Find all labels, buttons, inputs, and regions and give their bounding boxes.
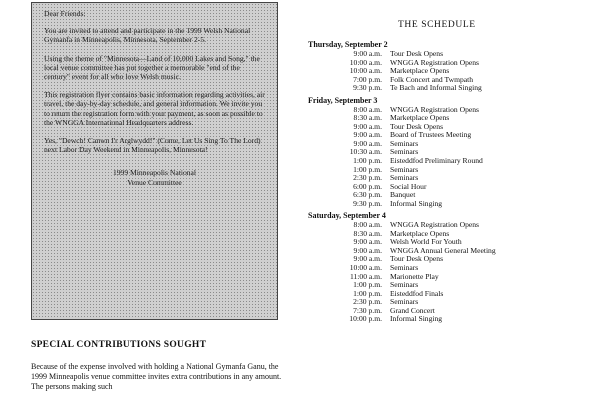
letter-paragraph: Yes, "Dewch! Canwn I'r Arglwydd!" (Come, Let Us Sing To The Lord) next Labor Day Weekend in Minneapolis, Minnesota! — [44, 136, 261, 155]
event-name: Tour Desk Opens — [390, 49, 444, 58]
schedule-row — [308, 200, 600, 209]
schedule-row — [308, 290, 600, 299]
letter-paragraph: This registration flyer contains basic information regarding activities, air travel, the day-by-day schedule, and general information. We invite you to return the registration form with your payment, as soon as possible to the WNGGA International Headquarters address. — [44, 90, 265, 127]
schedule-row — [308, 191, 600, 200]
schedule-row — [308, 273, 600, 282]
event-time: 9:00 a.m. — [353, 254, 382, 264]
event-name: Seminars — [390, 138, 419, 148]
letter-greeting: Dear Friends: — [44, 9, 86, 18]
schedule-row — [308, 174, 600, 183]
schedule-day — [308, 96, 600, 209]
schedule-row — [308, 298, 600, 307]
event-name: Seminars — [390, 280, 419, 290]
event-name: Social Hour — [390, 181, 427, 191]
event-time: 8:30 a.m. — [353, 228, 382, 238]
schedule-row — [308, 281, 600, 290]
event-name: Banquet — [390, 190, 416, 200]
event-time: 9:00 a.m. — [353, 245, 382, 255]
event-time: 6:00 p.m. — [353, 181, 382, 191]
event-name: Tour Desk Opens — [390, 121, 444, 131]
event-name: WNGGA Annual General Meeting — [390, 245, 496, 255]
schedule-row — [308, 247, 600, 256]
event-name: Tour Desk Opens — [390, 254, 444, 264]
schedule-row — [308, 106, 600, 115]
event-time: 7:30 p.m. — [353, 305, 382, 315]
schedule-day — [308, 211, 600, 324]
schedule-day-heading: Thursday, September 2 — [308, 40, 388, 49]
schedule-row — [308, 157, 600, 166]
event-time: 7:00 p.m. — [353, 74, 382, 84]
event-time: 8:30 a.m. — [353, 113, 382, 123]
letter-signature — [44, 168, 265, 187]
schedule-row — [308, 221, 600, 230]
event-name: WNGGA Registration Opens — [390, 220, 480, 230]
signature-line: Venue Committee — [127, 177, 182, 187]
event-time: 1:00 p.m. — [353, 164, 382, 174]
event-time: 8:00 a.m. — [353, 220, 382, 230]
schedule-day — [308, 40, 600, 93]
event-time: 10:30 a.m. — [349, 147, 382, 157]
schedule-row — [308, 114, 600, 123]
event-time: 6:30 p.m. — [353, 190, 382, 200]
schedule-day-heading: Saturday, September 4 — [308, 211, 386, 221]
event-time: 10:00 a.m. — [349, 66, 382, 76]
event-time: 9:00 a.m. — [353, 49, 382, 58]
letter-paragraph: Using the theme of "Minnesota—Land of 10,000 Lakes and Song," the local venue committee has put together a memorable "end of the century" event for all who love Welsh music. — [44, 53, 260, 82]
schedule-title: THE SCHEDULE — [398, 20, 476, 30]
event-time: 10:00 a.m. — [349, 263, 382, 273]
event-name: Marionette Play — [390, 271, 439, 281]
schedule-list — [308, 40, 600, 327]
event-name: Seminars — [390, 263, 419, 273]
event-time: 8:00 a.m. — [353, 104, 382, 114]
invitation-letter-box — [31, 2, 278, 320]
event-name: Eisteddfod Preliminary Round — [390, 156, 483, 166]
schedule-row — [308, 315, 600, 324]
event-time: 2:30 p.m. — [353, 297, 382, 307]
contributions-heading: SPECIAL CONTRIBUTIONS SOUGHT — [31, 340, 207, 350]
schedule-row — [308, 131, 600, 140]
event-time: 1:00 p.m. — [353, 288, 382, 298]
schedule-row — [308, 166, 600, 175]
event-time: 1:00 p.m. — [353, 280, 382, 290]
signature-line: 1999 Minneapolis National — [112, 168, 197, 178]
letter-paragraph: You are invited to attend and participate in the 1999 Welsh National Gymanfa in Minneapolis, Minnesota, September 2-5. — [44, 26, 251, 45]
event-time: 9:00 a.m. — [353, 121, 382, 131]
event-name: Welsh World For Youth — [390, 237, 462, 247]
schedule-row — [308, 84, 600, 93]
event-name: Informal Singing — [390, 314, 443, 324]
event-time: 9:00 a.m. — [353, 130, 382, 140]
event-name: Marketplace Opens — [390, 228, 450, 238]
event-name: Eisteddfod Finals — [390, 288, 444, 298]
event-time: 1:00 p.m. — [353, 156, 382, 166]
event-name: Grand Concert — [390, 305, 435, 315]
event-name: Seminars — [390, 297, 419, 307]
event-time: 9:30 p.m. — [353, 198, 382, 208]
schedule-day-heading: Friday, September 3 — [308, 95, 378, 105]
event-name: Marketplace Opens — [390, 113, 450, 123]
event-time: 10:00 a.m. — [349, 57, 382, 67]
event-time: 9:00 a.m. — [353, 138, 382, 148]
schedule-row — [308, 183, 600, 192]
event-name: Seminars — [390, 173, 419, 183]
event-name: Marketplace Opens — [390, 66, 450, 76]
event-name: Informal Singing — [390, 198, 443, 208]
event-name: WNGGA Registration Opens — [390, 57, 480, 67]
event-name: Seminars — [390, 147, 419, 157]
event-name: Seminars — [390, 164, 419, 174]
event-time: 10:00 p.m. — [349, 314, 382, 324]
event-time: 2:30 p.m. — [353, 173, 382, 183]
event-name: WNGGA Registration Opens — [390, 104, 480, 114]
event-name: Te Bach and Informal Singing — [390, 83, 482, 93]
event-name: Board of Trustees Meeting — [390, 130, 472, 140]
event-name: Folk Concert and Twmpath — [390, 74, 474, 84]
contributions-text: Because of the expense involved with holding a National Gymanfa Ganu, the 1999 Minneapolis venue committee invites extra contributions in any amount. The persons making such — [31, 362, 282, 391]
event-time: 9:00 a.m. — [353, 237, 382, 247]
event-time: 11:00 a.m. — [350, 271, 382, 281]
event-time: 9:30 p.m. — [353, 83, 382, 93]
